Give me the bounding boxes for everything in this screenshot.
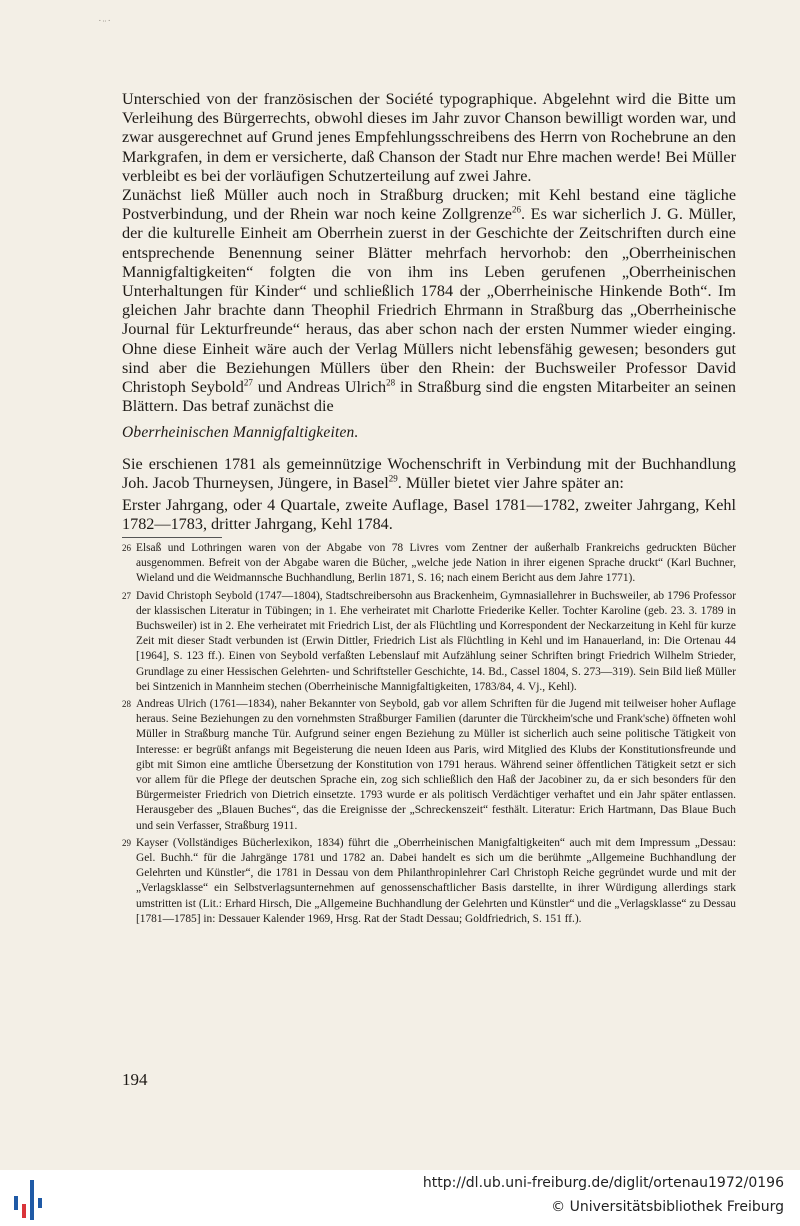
logo-bar: [30, 1180, 34, 1220]
paragraph-3-text-b: . Müller bietet vier Jahre später an:: [397, 474, 624, 493]
paragraph-2-text-a: Zunächst ließ Müller auch noch in Straßburg drucken; mit Kehl bestand eine tägliche Postverbindung, und der Rhein war noch keine Zollgrenze: [122, 186, 736, 224]
footnote-text: Elsaß und Lothringen waren von der Abgabe von 78 Livres vom Zentner der außerhalb Frankreichs gedruckten Bücher ausgenommen. Befreit von der Abgabe waren die Bücher, „welche jede Nation in ihrer eigenen Sprache druckt“ (Karl Buchner, Wieland und die Weidmannsche Buchhandlung, Berlin 1871, S. 16; nach einem Bericht aus dem Jahre 1771).: [136, 542, 736, 585]
footnote-27: [122, 589, 736, 695]
paragraph-2-text-b: . Es war sicherlich J. G. Müller, der die kulturelle Einheit am Oberrhein zuerst in der Geschichte der Zeitschriften durch eine entsprechende Benennung seiner Blätter mehrfach hervorhob: den „Oberrheinischen Mannigfaltigkeiten“ folgten die von ihm ins Leben gerufenen „Oberrheinischen Unterhaltungen für Kinder“ und schließlich 1784 der „Oberrheinische Hinkende Both“. Im gleichen Jahr brachte dann Theophil Friedrich Ehrmann in Straßburg das „Oberrheinische Journal für Lekturfreunde“ heraus, das aber schon nach der ersten Nummer wieder einging. Ohne diese Einheit wäre auch der Verlag Müllers nicht lebensfähig gewesen; besonders gut sind aber die Beziehungen Müllers über den Rhein: der Buchsweiler Professor David Christoph Seybold: [122, 205, 736, 397]
logo-bar: [38, 1198, 42, 1208]
footnote-ref-29[interactable]: 29: [388, 473, 398, 484]
footnote-ref-26[interactable]: 26: [511, 204, 521, 215]
footnote-text: Kayser (Vollständiges Bücherlexikon, 1834) führt die „Oberrheinischen Manigfaltigkeiten“ auch mit dem Impressum „Dessau: Gel. Buchh.“ für die Jahrgänge 1781 und 1782 an. Dabei handelt es sich um die berühmte „Allgemeine Buchhandlung der Gelehrten und Künstler“, die 1781 in Dessau von dem Philanthropinlehrer Carl Christoph Reiche gegründet wurde und mit der „Verlagsklasse“ ein Selbstverlagsunternehmen auf genossenschaftlicher Basis darstellte, in ihrer Würdigung allerdings stark umstritten ist (Lit.: Erhard Hirsch, Die „Allgemeine Buchhandlung der Gelehrten und Künstler“ und die „Verlagsklasse“ zu Dessau [1781—1785] in: Dessauer Kalender 1969, Hrsg. Rat der Stadt Dessau; Goldfriedrich, S. 151 ff.).: [136, 836, 736, 925]
footnote-29: [122, 836, 736, 927]
paragraph-1: Unterschied von der französischen der Société typographique. Abgelehnt wird die Bitte um Verleihung des Bürgerrechts, obwohl dieses im Jahr zuvor Chanson bewilligt worden war, und zwar ausgerechnet auf Grund jenes Empfehlungsschreibens des Herrn von Rochebrune an den Markgrafen, in dem er versicherte, daß Chanson der Stadt nur Ehre machen werde! Bei Müller verbleibt es bei der vorläufigen Schutzerteilung auf zwei Jahre.: [122, 90, 736, 185]
paragraph-2: [122, 186, 736, 416]
paragraph-2-text-d: in Straßburg sind die engsten Mitarbeiter an seinen Blättern. Das betraf zunächst die: [122, 378, 736, 416]
footnote-text: David Christoph Seybold (1747—1804), Stadtschreibersohn aus Brackenheim, Gymnasiallehrer in Buchsweiler, ab 1796 Professor der klassischen Literatur in Tübingen; in 1. Ehe verheiratet mit Charlotte Friederike Keller. Tochter Karoline (geb. 23. 3. 1789 in Buchsweiler) ist in 2. Ehe verheiratet mit Friedrich List, der als Flüchtling und Korrespondent der Neckarzeitung in Kehl für kurze Zeit mit dieser Stadt verbunden ist (Erwin Dittler, Friedrich List als Flüchtling in Kehl und im Hanauerland, in: Die Ortenau 44 [1964], S. 123 ff.). Einen von Seybold verfaßten Lebenslauf mit Aufzählung seiner Schriften bringt Friedrich Wilhelm Strieder, Grundlage zu einer Hessischen Gelehrten- und Schriftsteller Geschichte, 14. Bd., Cassel 1804, S. 273—319). Sein Bild ließ Müller bei Sintzenich in Mannheim stechen (Oberrheinische Mannigfaltigkeiten, 1783/84, 4. Vj., Kehl).: [136, 589, 736, 693]
section-heading: Oberrheinischen Mannigfaltigkeiten.: [122, 424, 359, 441]
footnote-ref-28[interactable]: 28: [386, 377, 396, 388]
footnote-number: 27: [122, 590, 131, 601]
logo-bar: [14, 1196, 18, 1210]
footnote-divider: [122, 537, 222, 538]
footnote-28: [122, 697, 736, 834]
footnote-26: [122, 541, 736, 587]
footnote-number: 29: [122, 837, 131, 848]
paragraph-3-text-a: Sie erschienen 1781 als gemeinnützige Wochenschrift in Verbindung mit der Buchhandlung Joh. Jacob Thurneysen, Jüngere, in Basel: [122, 455, 736, 493]
page-number: 194: [122, 1070, 148, 1089]
library-logo-icon: [14, 1178, 48, 1220]
logo-bar: [22, 1204, 26, 1218]
footnote-number: 26: [122, 543, 131, 553]
paragraph-2-text-c: und Andreas Ulrich: [252, 378, 387, 397]
copyright-notice: © Universitätsbibliothek Freiburg: [551, 1199, 784, 1215]
source-url-link[interactable]: http://dl.ub.uni-freiburg.de/diglit/ortenau1972/0196: [422, 1175, 784, 1191]
paragraph-4: Erster Jahrgang, oder 4 Quartale, zweite Auflage, Basel 1781—1782, zweiter Jahrgang, Kehl 1782—1783, dritter Jahrgang, Kehl 1784.: [122, 496, 736, 534]
footnote-text: Andreas Ulrich (1761—1834), naher Bekannter von Seybold, gab vor allem Schriften für die Jugend mit teilweiser hoher Auflage heraus. Seine Beziehungen zu den vornehmsten Straßburger Familien (darunter die Türckheim'sche und Frank'sche) öffneten wohl Müller in Straßburg manche Tür. Aufgrund seiner engen Beziehung zu Müller ist sicherlich auch seine politische Tätigkeit von Interesse: er begrüßt anfangs mit Begeisterung die neuen Ideen aus Paris, wird Mitglied des Klubs der Konstitutionsfreunde und gibt mit Simon eine amtliche Übersetzung der Konstitution von 1791 heraus. Während seiner öffentlichen Tätigkeit setzt er sich vor allem für die Pflege der deutschen Sprache ein, zog sich schließlich den Haß der Jacobiner zu, da er sich besonders für den Bürgermeister Friedrich von Dietrich einsetzte. 1793 wurde er als politisch Verdächtiger verhaftet und ein Jahr später entlassen. Herausgeber des „Blauen Buches“, das die Ereignisse der „Schreckenszeit“ festhält. Literatur: Erich Hartmann, Das Blaue Buch und sein Verfasser, Straßburg 1911.: [136, 698, 736, 832]
footnote-ref-27[interactable]: 27: [243, 377, 253, 388]
footnote-number: 28: [122, 699, 131, 710]
scan-mark: ˙¨˙: [98, 18, 112, 30]
footnotes: [122, 541, 736, 929]
paragraph-3: [122, 455, 736, 493]
